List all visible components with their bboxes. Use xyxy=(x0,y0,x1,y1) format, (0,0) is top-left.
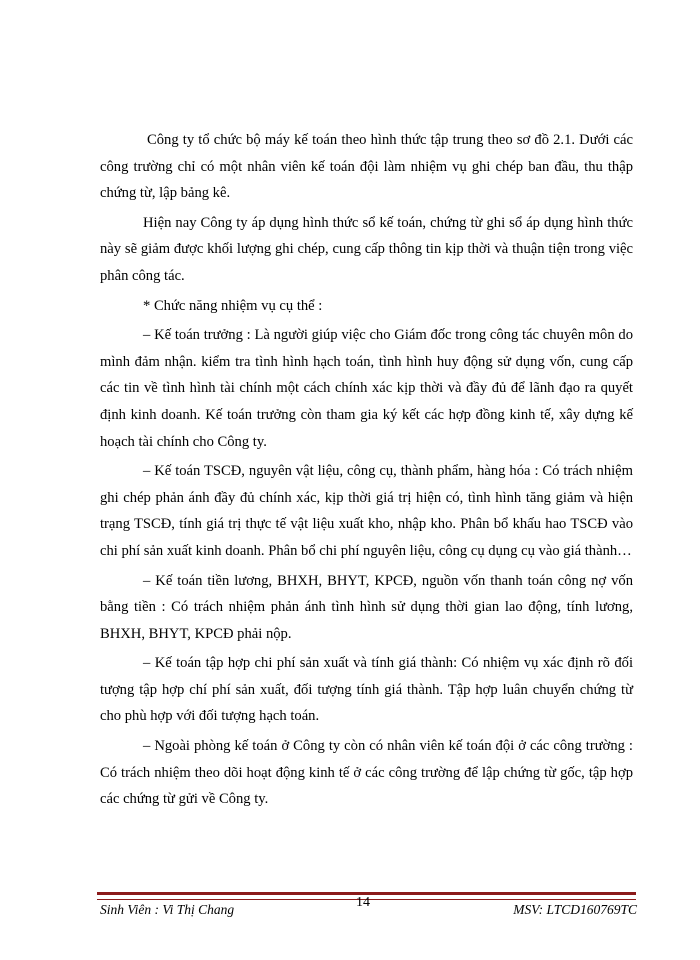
paragraph-bookkeeping-form: Hiện nay Công ty áp dụng hình thức sổ kế toán, chứng từ ghi sổ áp dụng hình thức này sẽ giảm được khối lượng ghi chép, cung cấp thông tin kịp thời và thuận tiện trong việc phân công tác. xyxy=(100,214,633,284)
footer-student-id: MSV: LTCD160769TC xyxy=(513,902,637,917)
document-body xyxy=(100,127,633,816)
page-number: 14 xyxy=(356,895,370,910)
paragraph-duties-heading: * Chức năng nhiệm vụ cụ thể : xyxy=(143,297,323,314)
paragraph-cost-accounting: – Kế toán tập hợp chi phí sản xuất và tính giá thành: Có nhiệm vụ xác định rõ đối tượng tập hợp chí phí sản xuất, đối tượng tính giá thành. Tập hợp luân chuyển chứng từ cho phù hợp với đối tượng hạch toán. xyxy=(100,655,633,725)
paragraph-payroll: – Kế toán tiền lương, BHXH, BHYT, KPCĐ, nguồn vốn thanh toán công nợ vốn bằng tiền : Có trách nhiệm phản ánh tình hình sử dụng thời gian lao động, tính lương, BHXH, BHYT, KPCĐ phải nộp. xyxy=(100,572,633,642)
paragraph-organization: Công ty tổ chức bộ máy kế toán theo hình thức tập trung theo sơ đồ 2.1. Dưới các công trường chỉ có một nhân viên kế toán đội làm nhiệm vụ ghi chép ban đầu, thu thập chứng từ, lập bảng kê. xyxy=(100,132,633,202)
paragraph-chief-accountant: – Kế toán trưởng : Là người giúp việc cho Giám đốc trong công tác chuyên môn do mình đảm nhận. kiểm tra tình hình hạch toán, tình hình huy động sử dụng vốn, cung cấp các tin về tình hình tài chính một cách chính xác kịp thời và đầy đủ để lãnh đạo ra quyết định kinh doanh. Kế toán trưởng còn tham gia ký kết các hợp đồng kinh tế, xây dựng kế hoạch tài chính cho Công ty. xyxy=(100,327,633,450)
paragraph-site-accountants: – Ngoài phòng kế toán ở Công ty còn có nhân viên kế toán đội ở các công trường : Có trách nhiệm theo dõi hoạt động kinh tế ở các công trường để lập chứng từ gốc, tập hợp các chứng từ gửi về Công ty. xyxy=(100,738,633,808)
footer-student-name: Sinh Viên : Vi Thị Chang xyxy=(100,902,235,917)
paragraph-fixed-assets: – Kế toán TSCĐ, nguyên vật liệu, công cụ, thành phẩm, hàng hóa : Có trách nhiệm ghi chép phản ánh đầy đủ chính xác, kịp thời giá trị hiện có, tình hình tăng giảm và hiện trạng TSCĐ, tính giá trị thực tế vật liệu xuất kho, nhập kho. Phân bổ khấu hao TSCĐ vào chi phí sản xuất kinh doanh. Phân bổ chi phí nguyên liệu, công cụ dụng cụ vào giá thành… xyxy=(100,463,633,559)
